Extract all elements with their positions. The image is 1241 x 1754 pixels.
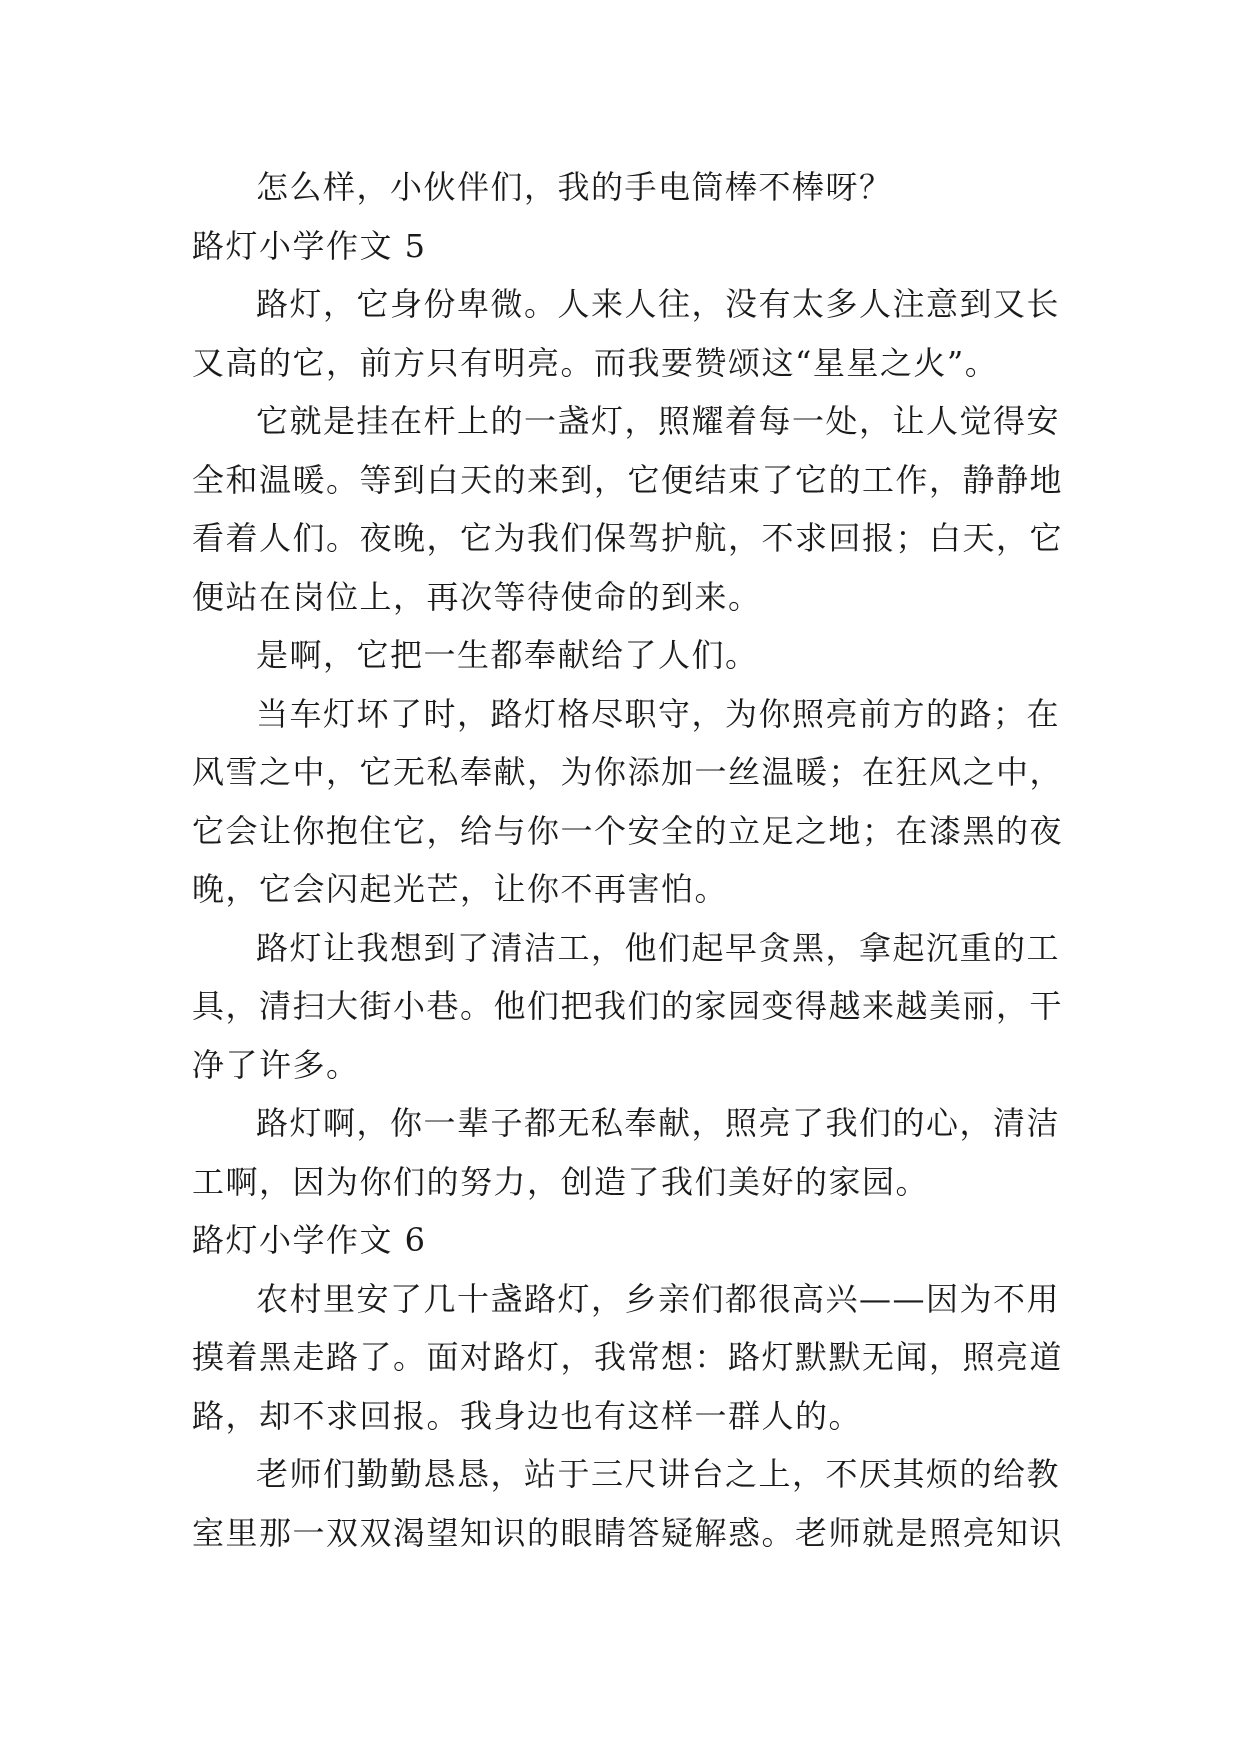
text-line: 室里那一双双渴望知识的眼睛答疑解惑。老师就是照亮知识 — [192, 1513, 1064, 1552]
text-line: 晚，它会闪起光芒，让你不再害怕。 — [192, 870, 729, 908]
text-line: 老师们勤勤恳恳，站于三尺讲台之上，不厌其烦的给教 — [256, 1455, 1061, 1493]
paragraph-5-3 — [192, 626, 1052, 685]
text-line: 是啊，它把一生都奉献给了人们。 — [256, 636, 759, 674]
text-line: 便站在岗位上，再次等待使命的到来。 — [192, 577, 762, 616]
text-line: 路灯啊，你一辈子都无私奉献，照亮了我们的心，清洁 — [256, 1104, 1061, 1142]
paragraph-5-1 — [192, 275, 1061, 392]
paragraph-6-2 — [192, 1445, 1064, 1562]
text-line: 看着人们。夜晚，它为我们保驾护航，不求回报；白天，它 — [192, 519, 1064, 557]
heading-essay-6: 路灯小学作文 6 — [192, 1221, 427, 1259]
paragraph-5-2 — [192, 392, 1064, 626]
text-line: 又高的它，前方只有明亮。而我要赞颂这“星星之火”。 — [192, 343, 999, 382]
text-line: 它就是挂在杆上的一盏灯，照耀着每一处，让人觉得安 — [256, 402, 1061, 440]
paragraph-6-1 — [192, 1270, 1064, 1446]
paragraph-5-5 — [192, 919, 1064, 1095]
text-line: 当车灯坏了时，路灯格尽职守，为你照亮前方的路；在 — [256, 694, 1061, 733]
text-line: 摸着黑走路了。面对路灯，我常想：路灯默默无闻，照亮道 — [192, 1338, 1064, 1376]
text-line: 净了许多。 — [192, 1045, 360, 1084]
text-line: 路灯，它身份卑微。人来人往，没有太多人注意到又长 — [256, 285, 1061, 323]
heading-essay-5: 路灯小学作文 5 — [192, 226, 427, 265]
text-line: 怎么样，小伙伴们，我的手电筒棒不棒呀？ — [256, 168, 893, 206]
text-line: 风雪之中，它无私奉献，为你添加一丝温暖；在狂风之中， — [192, 753, 1064, 791]
text-line: 路灯让我想到了清洁工，他们起早贪黑，拿起沉重的工 — [256, 928, 1061, 967]
text-line: 它会让你抱住它，给与你一个安全的立足之地；在漆黑的夜 — [192, 811, 1064, 850]
text-line: 路，却不求回报。我身边也有这样一群人的。 — [192, 1396, 863, 1435]
paragraph-5-4 — [192, 685, 1064, 919]
document-body — [192, 158, 1064, 1562]
text-line: 农村里安了几十盏路灯，乡亲们都很高兴——因为不用 — [256, 1279, 1061, 1318]
text-line: 具，清扫大街小巷。他们把我们的家园变得越来越美丽，干 — [192, 987, 1064, 1025]
text-line: 工啊，因为你们的努力，创造了我们美好的家园。 — [192, 1162, 930, 1201]
text-line: 全和温暖。等到白天的来到，它便结束了它的工作，静静地 — [192, 460, 1064, 499]
paragraph-closing-question — [192, 158, 1052, 217]
paragraph-5-6 — [192, 1094, 1061, 1211]
